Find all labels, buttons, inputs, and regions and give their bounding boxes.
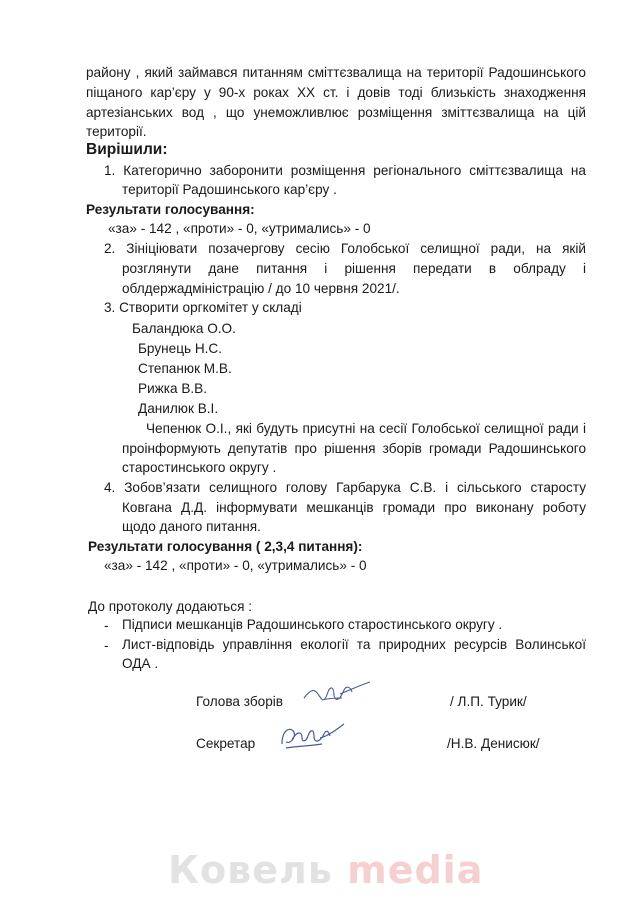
list-item-4-cont: щодо даного питання.	[122, 519, 261, 534]
vote-results-title: Результати голосування ( 2,3,4 питання):	[88, 539, 363, 554]
bullet-dash: -	[104, 618, 109, 633]
list-item-1-cont: території Радошинського кар’єру .	[122, 182, 337, 197]
paragraph-line: території.	[86, 124, 147, 139]
watermark-logo	[168, 848, 483, 892]
secretary-label: Секретар	[196, 736, 256, 751]
list-item-2: 2. Зініціювати позачергову сесію Голобської селищної ради, на якій	[104, 241, 586, 256]
watermark-part-1: Ковель	[168, 848, 333, 892]
chair-label: Голова зборів	[196, 694, 283, 709]
committee-member: Баландюка О.О.	[132, 321, 236, 336]
attachment-item: Лист-відповідь управління екології та природних ресурсів Волинської	[122, 637, 586, 652]
watermark-part-2: media	[347, 848, 484, 892]
list-item-2-cont: розглянути дане питання і рішення передати в облраду і	[122, 261, 586, 276]
list-item-3-cont: старостинського округу .	[122, 460, 277, 475]
list-item-3: 3. Створити оргкомітет у складі	[104, 300, 302, 315]
bullet-dash: -	[104, 638, 109, 653]
vote-results-line: «за» - 142 , «проти» - 0, «утримались» - 0	[108, 221, 371, 236]
paragraph-line: району , який займався питанням сміттєзвалища на території Радошинського	[86, 65, 586, 80]
attachment-item-cont: ОДА .	[122, 656, 159, 671]
vote-results-title: Результати голосування:	[86, 202, 255, 217]
list-item-4-cont: Ковгана Д.Д. інформувати мешканців громади про виконану роботу	[122, 500, 586, 515]
committee-member: Степанюк М.В.	[138, 361, 232, 376]
list-item-3-cont: проінформують депутатів про рішення зборів громади Радошинського	[122, 441, 586, 456]
committee-member: Данилюк В.І.	[138, 401, 219, 416]
list-item-2-cont: облдержадміністрацію / до 10 червня 2021/.	[122, 281, 400, 296]
paragraph-line: артезіанських вод , що унеможливлює розміщення зміттєзвалища на цій	[86, 105, 586, 120]
chair-signature	[300, 676, 372, 710]
attachment-item: Підписи мешканців Радошинського старостинського округу .	[122, 617, 503, 632]
chair-name: / Л.П. Турик/	[450, 694, 527, 709]
list-item-1: 1. Категорично заборонити розміщення регіонального сміттєзвалища на	[104, 163, 586, 178]
section-heading: Вирішили:	[86, 141, 168, 158]
secretary-name: /Н.В. Денисюк/	[447, 736, 540, 751]
secretary-signature	[276, 718, 348, 754]
committee-member: Брунець Н.С.	[138, 341, 223, 356]
list-item-3-cont: Чепенюк О.І., які будуть присутні на сесії Голобської селищної ради і	[146, 421, 586, 436]
vote-results-line: «за» - 142 , «проти» - 0, «утримались» - 0	[104, 558, 367, 573]
paragraph-line: піщаного кар’єру у 90-х роках ХХ ст. і довів тоді близькість знаходження	[86, 85, 586, 100]
list-item-4: 4. Зобов’язати селищного голову Гарбарука С.В. і сільського старосту	[104, 480, 586, 495]
committee-member: Рижка В.В.	[138, 381, 208, 396]
attachments-title: До протоколу додаються :	[88, 599, 252, 614]
